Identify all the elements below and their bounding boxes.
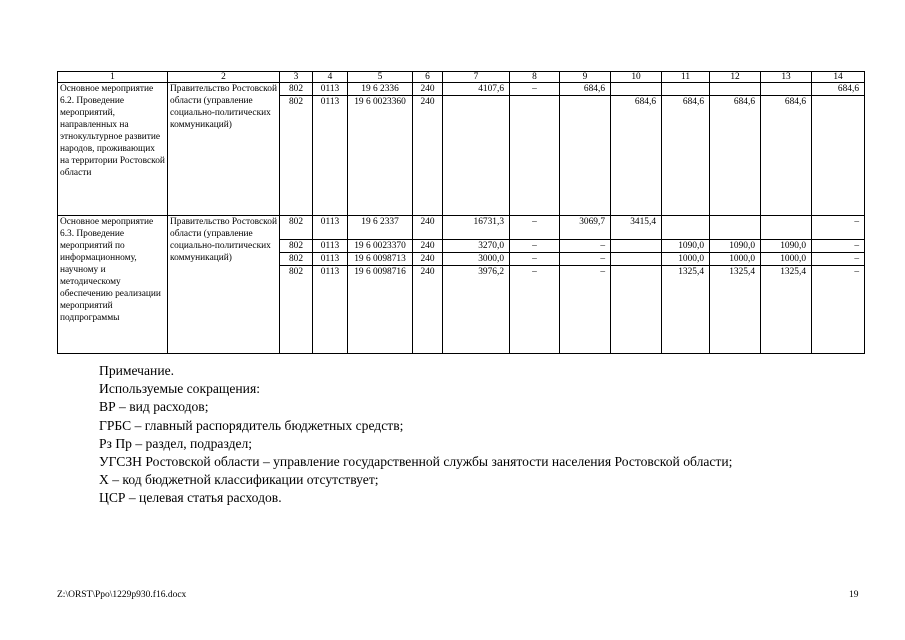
measure-6-2-group (58, 83, 865, 216)
table-cell: 3069,7 (560, 216, 611, 240)
table-cell: 1090,0 (662, 240, 710, 253)
table-row (58, 83, 865, 96)
table-cell: 1325,4 (761, 266, 812, 354)
table-cell: – (560, 240, 611, 253)
table-cell (710, 216, 761, 240)
table-cell: 802 (280, 216, 313, 240)
table-cell: 3000,0 (443, 253, 510, 266)
table-cell: 19 6 0098716 (348, 266, 413, 354)
table-cell: 1000,0 (710, 253, 761, 266)
column-header: 2 (168, 72, 280, 83)
measure-6-2-name: Основное мероприятие 6.2. Проведение мероприятий, направленных на этнокультурное развитие народов, проживающих на территории Ростовской области (58, 83, 168, 216)
column-header: 1 (58, 72, 168, 83)
table-cell (611, 266, 662, 354)
column-header: 4 (313, 72, 348, 83)
table-row (58, 216, 865, 240)
table-cell: – (560, 266, 611, 354)
column-header: 6 (413, 72, 443, 83)
table-cell: 19 6 0098713 (348, 253, 413, 266)
table-cell: – (812, 216, 865, 240)
column-header: 12 (710, 72, 761, 83)
table-cell: 3270,0 (443, 240, 510, 253)
table-cell: 4107,6 (443, 83, 510, 96)
table-cell: 802 (280, 96, 313, 216)
table-cell: 3415,4 (611, 216, 662, 240)
table-cell: 0113 (313, 253, 348, 266)
table-cell: 802 (280, 266, 313, 354)
table-cell: – (510, 216, 560, 240)
column-header: 3 (280, 72, 313, 83)
budget-table (57, 71, 865, 354)
table-cell: 0113 (313, 216, 348, 240)
table-cell (761, 216, 812, 240)
table-cell: 684,6 (560, 83, 611, 96)
measure-6-3-name: Основное мероприятие 6.3. Проведение мероприятий по информационному, научному и методическому обеспечению реализации мероприятий подпрограммы (58, 216, 168, 354)
table-cell (611, 83, 662, 96)
table-cell (443, 96, 510, 216)
table-cell: 0113 (313, 266, 348, 354)
table-cell: 0113 (313, 83, 348, 96)
note-title: Примечание. (99, 363, 175, 378)
table-cell: 19 6 2336 (348, 83, 413, 96)
measure-6-3-group (58, 216, 865, 354)
table-cell (662, 83, 710, 96)
table-cell: – (510, 240, 560, 253)
table-cell: – (510, 266, 560, 354)
abbreviation-line: УГСЗН Ростовской области – управление государственной службы занятости населения Ростовской области; (99, 454, 733, 470)
notes-block (99, 362, 732, 508)
table-cell (560, 96, 611, 216)
table-cell: 240 (413, 96, 443, 216)
table-cell: – (510, 253, 560, 266)
table-cell (510, 96, 560, 216)
table-cell: 19 6 0023360 (348, 96, 413, 216)
table-cell: – (560, 253, 611, 266)
table-cell (611, 240, 662, 253)
table-header-row (58, 72, 865, 83)
column-header: 14 (812, 72, 865, 83)
table-cell (812, 96, 865, 216)
column-header: 11 (662, 72, 710, 83)
table-cell: 240 (413, 266, 443, 354)
abbreviation-line: ГРБС – главный распорядитель бюджетных средств; (99, 417, 404, 433)
abbreviation-line: Рз Пр – раздел, подраздел; (99, 435, 253, 451)
table-cell: 16731,3 (443, 216, 510, 240)
column-header: 7 (443, 72, 510, 83)
table-cell: – (812, 240, 865, 253)
page-number: 19 (849, 590, 859, 600)
table-cell: 802 (280, 240, 313, 253)
table-cell: 684,6 (812, 83, 865, 96)
table-cell (761, 83, 812, 96)
measure-6-2-executor: Правительство Ростовской области (управление социально-политических коммуникаций) (168, 83, 280, 216)
table-cell: 684,6 (662, 96, 710, 216)
table-cell: 684,6 (761, 96, 812, 216)
table-cell: 684,6 (611, 96, 662, 216)
column-header: 5 (348, 72, 413, 83)
abbreviation-line: ЦСР – целевая статья расходов. (99, 490, 282, 506)
table-cell: 1000,0 (761, 253, 812, 266)
abbreviation-line: Х – код бюджетной классификации отсутствует; (99, 472, 379, 488)
column-header: 10 (611, 72, 662, 83)
table-cell: 1000,0 (662, 253, 710, 266)
table-cell: 240 (413, 253, 443, 266)
table-cell: 0113 (313, 96, 348, 216)
table-cell: 240 (413, 240, 443, 253)
column-header: 9 (560, 72, 611, 83)
table-cell: 19 6 2337 (348, 216, 413, 240)
column-header: 13 (761, 72, 812, 83)
table-cell: – (510, 83, 560, 96)
column-header: 8 (510, 72, 560, 83)
table-cell: 802 (280, 83, 313, 96)
measure-6-3-executor: Правительство Ростовской области (управление социально-политических коммуникаций) (168, 216, 280, 354)
table-cell: – (812, 266, 865, 354)
table-cell: – (812, 253, 865, 266)
table-cell (611, 253, 662, 266)
table-cell: 0113 (313, 240, 348, 253)
table-cell: 240 (413, 216, 443, 240)
abbreviations-heading: Используемые сокращения: (99, 381, 260, 397)
table-cell: 802 (280, 253, 313, 266)
table-cell: 3976,2 (443, 266, 510, 354)
abbreviation-line: ВР – вид расходов; (99, 399, 209, 415)
table-cell: 1090,0 (761, 240, 812, 253)
footer-file-path: Z:\ORST\Ppo\1229p930.f16.docx (57, 590, 187, 600)
table-cell (662, 216, 710, 240)
table-cell: 1090,0 (710, 240, 761, 253)
table-cell (710, 83, 761, 96)
table-cell: 1325,4 (662, 266, 710, 354)
table-cell: 1325,4 (710, 266, 761, 354)
table-cell: 684,6 (710, 96, 761, 216)
table-cell: 240 (413, 83, 443, 96)
table-cell: 19 6 0023370 (348, 240, 413, 253)
